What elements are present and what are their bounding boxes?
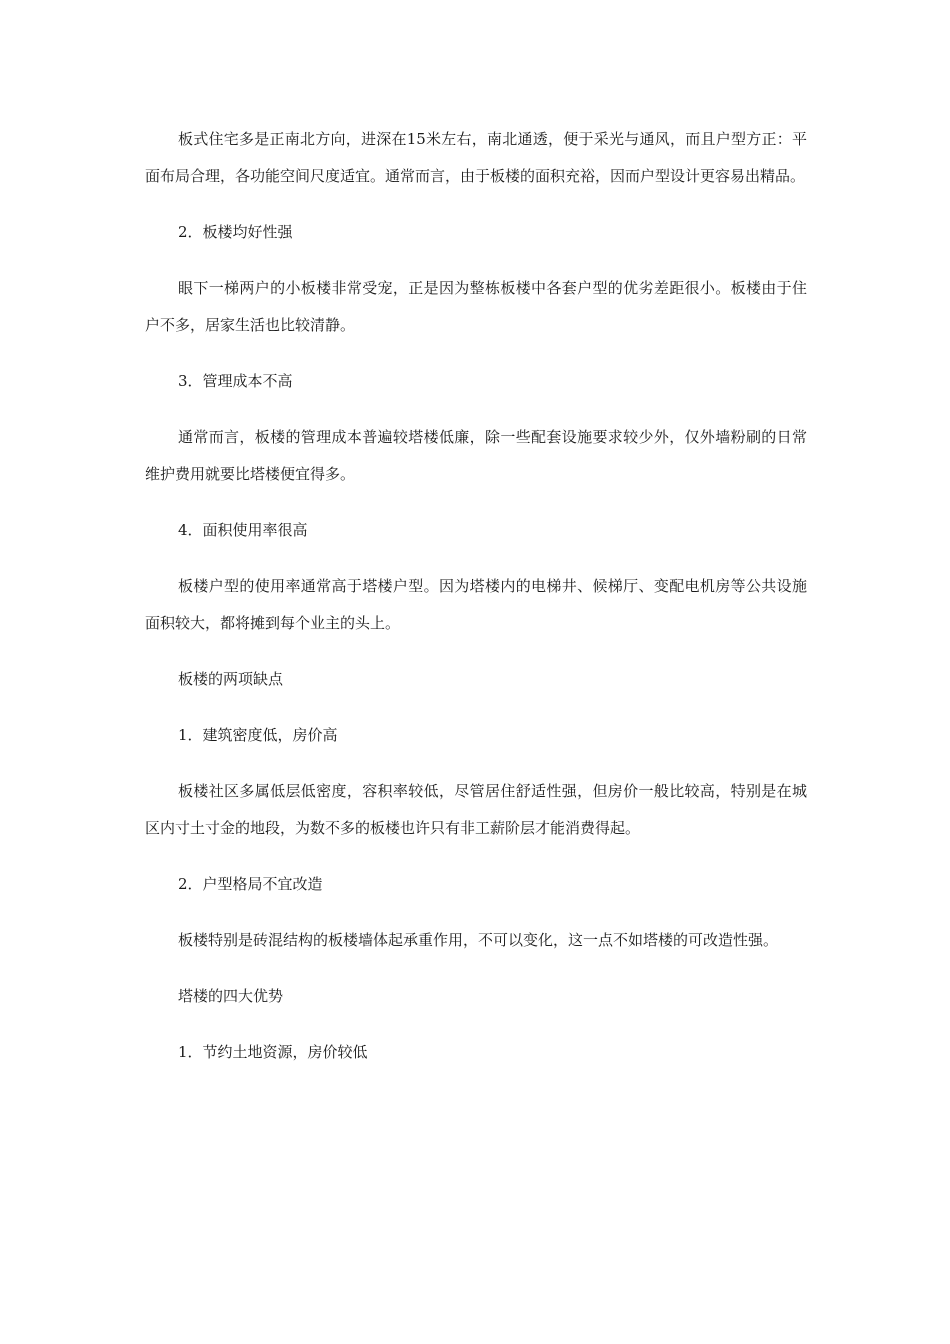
heading-usage-rate: 4．面积使用率很高: [178, 521, 308, 539]
document-body: [145, 121, 807, 1071]
heading-land-saving: 1．节约土地资源，房价较低: [178, 1043, 368, 1061]
heading-layout-change: 2．户型格局不宜改造: [178, 875, 323, 893]
heading-low-density: 1．建筑密度低，房价高: [178, 726, 338, 744]
paragraph-management-cost: 通常而言，板楼的管理成本普遍较塔楼低廉，除一些配套设施要求较少外，仅外墙粉刷的日常维护费用就要比塔楼便宜得多。: [145, 428, 807, 483]
heading-slab-drawbacks: 板楼的两项缺点: [178, 670, 284, 688]
paragraph-low-density: 板楼社区多属低层低密度，容积率较低，尽管居住舒适性强，但房价一般比较高，特别是在城区内寸土寸金的地段，为数不多的板楼也许只有非工薪阶层才能消费得起。: [145, 782, 807, 837]
paragraph-slab-layout: 板式住宅多是正南北方向，进深在15米左右，南北通透，便于采光与通风，而且户型方正：平面布局合理，各功能空间尺度适宜。通常而言，由于板楼的面积充裕，因而户型设计更容易出精品。: [145, 130, 807, 185]
heading-tower-advantages: 塔楼的四大优势: [178, 987, 284, 1005]
paragraph-layout-change: 板楼特别是砖混结构的板楼墙体起承重作用，不可以变化，这一点不如塔楼的可改造性强。: [178, 931, 779, 949]
heading-management-cost: 3．管理成本不高: [178, 372, 293, 390]
paragraph-usage-rate: 板楼户型的使用率通常高于塔楼户型。因为塔楼内的电梯井、候梯厅、变配电机房等公共设施面积较大，都将摊到每个业主的头上。: [145, 577, 807, 632]
heading-slab-uniformity: 2．板楼均好性强: [178, 223, 293, 241]
paragraph-slab-uniformity: 眼下一梯两户的小板楼非常受宠，正是因为整栋板楼中各套户型的优劣差距很小。板楼由于住户不多，居家生活也比较清静。: [145, 279, 807, 334]
